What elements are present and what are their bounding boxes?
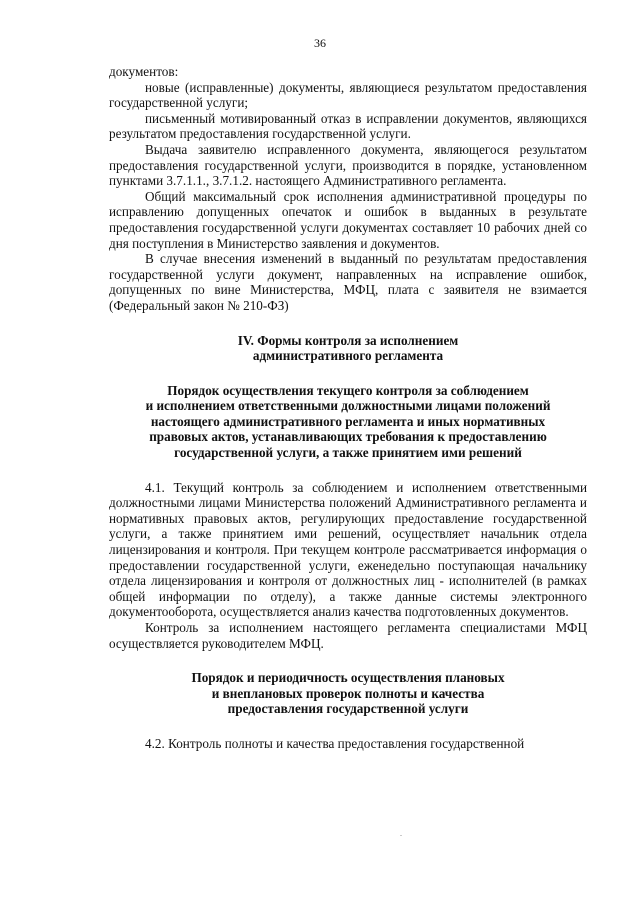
page-number: 36: [314, 36, 326, 50]
paragraph-written-refusal: письменный мотивированный отказ в исправлении документов, являющихся результатом предоставления государственной услуги.: [109, 110, 587, 142]
subheading-current-control-line1: Порядок осуществления текущего контроля за соблюдением: [167, 382, 529, 398]
subheading-inspections-line1: Порядок и периодичность осуществления плановых: [191, 670, 505, 686]
paragraph-4-1: 4.1. Текущий контроль за соблюдением и исполнением ответственными должностными лицами Министерства положений Административного регламента и нормативных правовых актов, регулирующих предоставление государственной услуги, а также принятием ими решений, осуществляет начальник отдела лицензирования и контроля. При текущем контроле рассматривается информация о предоставлении государственной услуги, еженедельно поступающая начальнику отдела лицензирования и контроля от должностных лиц - исполнителей (в рамках общей информации по отделу), а также данные системы электронного документооборота, осуществляется анализ качества подготовленных документов.: [109, 479, 587, 620]
subheading-current-control-line2: и исполнением ответственными должностными лицами положений: [145, 398, 551, 414]
paragraph-no-fee: В случае внесения изменений в выданный по результатам предоставления государственной услуги документ, направленных на исправление ошибок, допущенных по вине Министерства, МФЦ, плата с заявителя не взимается (Федеральный закон № 210-ФЗ): [109, 251, 587, 313]
paragraph-max-term: Общий максимальный срок исполнения административной процедуры по исправлению допущенных опечаток и ошибок в выданных в результате предоставления государственной услуги документах составляет 10 рабочих дней со дня поступления в Министерство заявления и документов.: [109, 188, 587, 251]
subheading-inspections-line3: предоставления государственной услуги: [227, 701, 469, 717]
paragraph-new-documents: новые (исправленные) документы, являющиеся результатом предоставления государственной услуги;: [109, 79, 587, 111]
paragraph-mfc-control: Контроль за исполнением настоящего регламента специалистами МФЦ осуществляется руководителем МФЦ.: [109, 620, 587, 651]
document-body: [109, 64, 587, 752]
subheading-current-control-line4: правовых актов, устанавливающих требования к предоставлению: [149, 429, 547, 445]
section-heading-iv-line2: административного регламента: [252, 348, 444, 364]
paragraph-4-2: 4.2. Контроль полноты и качества предоставления государственной: [145, 735, 525, 751]
subheading-current-control-line5: государственной услуги, а также принятием ими решений: [174, 445, 522, 461]
scan-speck: .: [400, 829, 402, 838]
subheading-current-control-line3: настоящего административного регламента и иных нормативных: [150, 413, 546, 429]
section-heading-iv-line1: IV. Формы контроля за исполнением: [237, 332, 459, 348]
paragraph-issuance: Выдача заявителю исправленного документа, являющегося результатом предоставления государственной услуги, производится в порядке, установленном пунктами 3.7.1.1., 3.7.1.2. настоящего Административного регламента.: [109, 141, 587, 189]
paragraph-documents-label: документов:: [109, 64, 179, 79]
subheading-inspections-line2: и внеплановых проверок полноты и качества: [211, 685, 485, 701]
